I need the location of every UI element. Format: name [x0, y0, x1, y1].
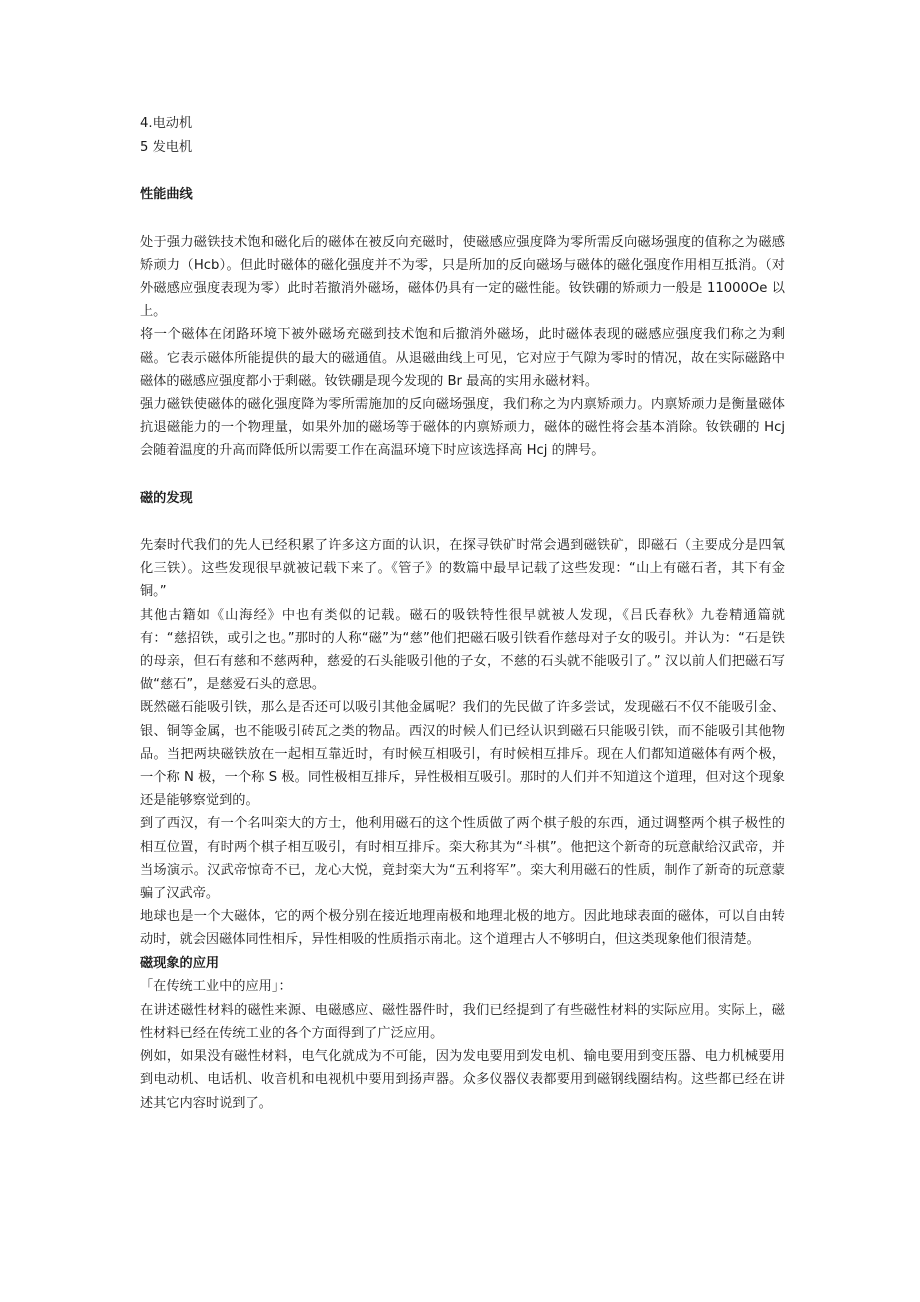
list-item: 5 发电机 — [140, 139, 193, 155]
paragraph: 在讲述磁性材料的磁性来源、电磁感应、磁性器件时，我们已经提到了有些磁性材料的实际应用。实际上，磁性材料已经在传统工业的各个方面得到了广泛应用。 — [140, 1002, 785, 1041]
spacer — [140, 510, 785, 534]
paragraph: 先秦时代我们的先人已经积累了许多这方面的认识，在探寻铁矿时常会遇到磁铁矿，即磁石（主要成分是四氧化三铁）。这些发现很早就被记载下来了。《管子》的数篇中最早记载了这些发现：“山上有磁石者，其下有金铜。” — [140, 538, 785, 600]
paragraph: 处于强力磁铁技术饱和磁化后的磁体在被反向充磁时，使磁感应强度降为零所需反向磁场强度的值称之为磁感矫顽力（Hcb）。但此时磁体的磁化强度并不为零，只是所加的反向磁场与磁体的磁化强度作用相互抵消。（对外磁感应强度表现为零）此时若撤消外磁场，磁体仍具有一定的磁性能。钕铁硼的矫顽力一般是 11000Oe 以上。 — [140, 234, 785, 320]
section-heading-performance-curve: 性能曲线 — [140, 187, 193, 202]
paragraph: 到了西汉，有一个名叫栾大的方士，他利用磁石的这个性质做了两个棋子般的东西，通过调整两个棋子极性的相互位置，有时两个棋子相互吸引，有时相互排斥。栾大称其为“斗棋”。他把这个新奇的玩意献给汉武帝，并当场演示。汉武帝惊奇不已，龙心大悦，竟封栾大为“五利将军”。栾大利用磁石的性质，制作了新奇的玩意蒙骗了汉武帝。 — [140, 816, 785, 902]
paragraph: 强力磁铁使磁体的磁化强度降为零所需施加的反向磁场强度，我们称之为内禀矫顽力。内禀矫顽力是衡量磁体抗退磁能力的一个物理量，如果外加的磁场等于磁体的内禀矫顽力，磁体的磁性将会基本消除。钕铁硼的 Hcj 会随着温度的升高而降低所以需要工作在高温环境下时应该选择高 Hcj 的牌号。 — [140, 396, 785, 459]
paragraph: 将一个磁体在闭路环境下被外磁场充磁到技术饱和后撤消外磁场，此时磁体表现的磁感应强度我们称之为剩磁。它表示磁体所能提供的最大的磁通值。从退磁曲线上可见，它对应于气隙为零时的情况，故在实际磁路中磁体的磁感应强度都小于剩磁。钕铁硼是现今发现的 Br 最高的实用永磁材料。 — [140, 327, 785, 389]
document-body — [140, 112, 785, 1115]
section-heading-discovery: 磁的发现 — [140, 490, 193, 506]
paragraph: 既然磁石能吸引铁，那么是否还可以吸引其他金属呢？我们的先民做了许多尝试，发现磁石不仅不能吸引金、银、铜等金属，也不能吸引砖瓦之类的物品。西汉的时候人们已经认识到磁石只能吸引铁，而不能吸引其他物品。当把两块磁铁放在一起相互靠近时，有时候互相吸引，有时候相互排斥。现在人们都知道磁体有两个极，一个称 N 极，一个称 S 极。同性极相互排斥，异性极相互吸引。那时的人们并不知道这个道理，但对这个现象还是能够察觉到的。 — [140, 700, 785, 809]
subheading-traditional-industry: 「在传统工业中的应用」： — [140, 979, 292, 995]
spacer — [140, 159, 785, 183]
spacer — [140, 207, 785, 231]
paragraph: 其他古籍如《山海经》中也有类似的记载。磁石的吸铁特性很早就被人发现，《吕氏春秋》九卷精通篇就有：“慈招铁，或引之也。”那时的人称“磁”为“慈”他们把磁石吸引铁看作慈母对子女的吸引。并认为：“石是铁 的母亲，但石有慈和不慈两种，慈爱的石头能吸引他的子女，不慈的石头就不能吸引了。” 汉以前人们把磁石写做“慈石”，是慈爱石头的意思。 — [140, 607, 785, 693]
spacer — [140, 463, 785, 487]
paragraph: 例如，如果没有磁性材料，电气化就成为不可能，因为发电要用到发电机、输电要用到变压器、电力机械要用到电动机、电话机、收音机和电视机中要用到扬声器。众多仪器仪表都要用到磁钢线圈结构。这些都已经在讲述其它内容时说到了。 — [140, 1049, 785, 1111]
paragraph: 地球也是一个大磁体，它的两个极分别在接近地理南极和地理北极的地方。因此地球表面的磁体，可以自由转动时，就会因磁体同性相斥，异性相吸的性质指示南北。这个道理古人不够明白，但这类现象他们很清楚。 — [140, 909, 785, 948]
section-heading-applications: 磁现象的应用 — [140, 955, 220, 971]
list-item: 4.电动机 — [140, 116, 193, 131]
